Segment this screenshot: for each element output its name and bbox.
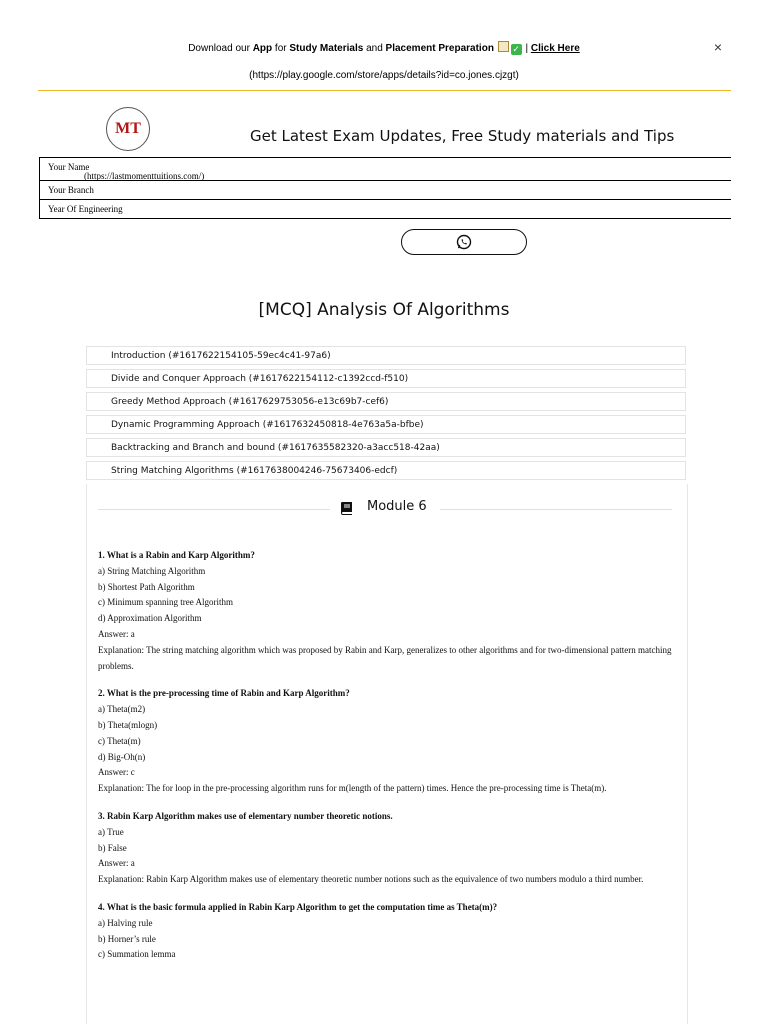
option: b) False <box>98 842 127 853</box>
site-logo[interactable]: MT <box>106 107 150 151</box>
toc-item-introduction[interactable]: Introduction (#1617622154105-59ec4c41-97a6) <box>86 346 686 365</box>
close-icon[interactable]: × <box>713 39 723 55</box>
banner-prefix: Download our <box>188 43 253 54</box>
name-field-label: Your Name <box>48 162 90 172</box>
toc-item-backtracking[interactable]: Backtracking and Branch and bound (#1617635582320-a3acc518-42aa) <box>86 438 686 457</box>
click-here-link[interactable]: Click Here <box>530 43 580 54</box>
question-4: 4. What is the basic formula applied in Rabin Karp Algorithm to get the computation time as Theta(m)? <box>98 901 498 912</box>
option: b) Horner’s rule <box>98 933 156 944</box>
logo-link-text[interactable]: (https://lastmomenttuitions.com/) <box>84 171 205 181</box>
branch-field[interactable] <box>39 180 731 200</box>
banner-text <box>0 41 768 55</box>
toc-item-dynamic-programming[interactable]: Dynamic Programming Approach (#1617632450818-4e763a5a-bfbe) <box>86 415 686 434</box>
tagline: Get Latest Exam Updates, Free Study materials and Tips <box>250 127 675 145</box>
check-mark-icon: ✓ <box>512 44 520 54</box>
option: c) Theta(m) <box>98 735 141 746</box>
option: a) Theta(m2) <box>98 704 146 715</box>
banner-study: Study Materials <box>289 43 364 54</box>
option: d) Approximation Algorithm <box>98 613 202 624</box>
banner-separator: | <box>522 43 531 54</box>
banner-for: for <box>272 43 290 54</box>
banner-app: App <box>252 43 273 54</box>
page-title: [MCQ] Analysis Of Algorithms <box>258 300 510 320</box>
banner-url[interactable]: (https://play.google.com/store/apps/details?id=co.jones.cjzgt) <box>249 70 519 81</box>
toc-item-divide-and-conquer[interactable]: Divide and Conquer Approach (#1617622154112-c1392ccd-f510) <box>86 369 686 388</box>
question-list <box>98 548 678 963</box>
banner-and: and <box>363 43 386 54</box>
option: a) True <box>98 826 124 837</box>
module-title: Module 6 <box>367 499 427 514</box>
whatsapp-button[interactable] <box>401 229 527 255</box>
banner-placement: Placement Preparation <box>385 43 494 54</box>
answer: Answer: a <box>98 628 135 639</box>
explanation: Explanation: The string matching algorithm which was proposed by Rabin and Karp, generalizes to other algorithms and for two-dimensional pattern matching problems. <box>98 644 672 671</box>
question-3: 3. Rabin Karp Algorithm makes use of elementary number theoretic notions. <box>98 810 393 821</box>
question-1: 1. What is a Rabin and Karp Algorithm? <box>98 550 255 560</box>
year-field[interactable] <box>39 199 731 219</box>
toc-item-string-matching[interactable]: String Matching Algorithms (#1617638004246-75673406-edcf) <box>86 461 686 480</box>
module-heading <box>98 498 672 520</box>
toc-item-greedy-method[interactable]: Greedy Method Approach (#1617629753056-e13c69b7-cef6) <box>86 392 686 411</box>
explanation: Explanation: Rabin Karp Algorithm makes use of elementary theoretic number notions such as the equivalence of two numbers modulo a third number. <box>98 874 644 885</box>
module-rule-left <box>98 509 330 510</box>
option: b) Shortest Path Algorithm <box>98 581 195 592</box>
table-of-contents <box>86 346 686 484</box>
whatsapp-icon <box>456 234 472 250</box>
app-download-banner <box>0 0 768 90</box>
explanation: Explanation: The for loop in the pre-processing algorithm runs for m(length of the pattern) times. Hence the pre-processing time is Theta(m). <box>98 783 607 794</box>
answer: Answer: c <box>98 767 135 778</box>
option: d) Big-Oh(n) <box>98 751 146 762</box>
option: a) String Matching Algorithm <box>98 565 206 576</box>
module-rule-right <box>440 509 672 510</box>
memo-icon <box>498 41 509 52</box>
book-icon <box>339 501 354 516</box>
answer: Answer: a <box>98 858 135 869</box>
question-2: 2. What is the pre-processing time of Rabin and Karp Algorithm? <box>98 688 350 699</box>
branch-field-label: Your Branch <box>48 185 94 195</box>
option: b) Theta(mlogn) <box>98 719 158 730</box>
banner-divider <box>38 90 731 91</box>
option: c) Summation lemma <box>98 949 176 960</box>
option: c) Minimum spanning tree Algorithm <box>98 597 233 608</box>
year-field-label: Year Of Engineering <box>48 204 123 214</box>
option: a) Halving rule <box>98 917 153 928</box>
